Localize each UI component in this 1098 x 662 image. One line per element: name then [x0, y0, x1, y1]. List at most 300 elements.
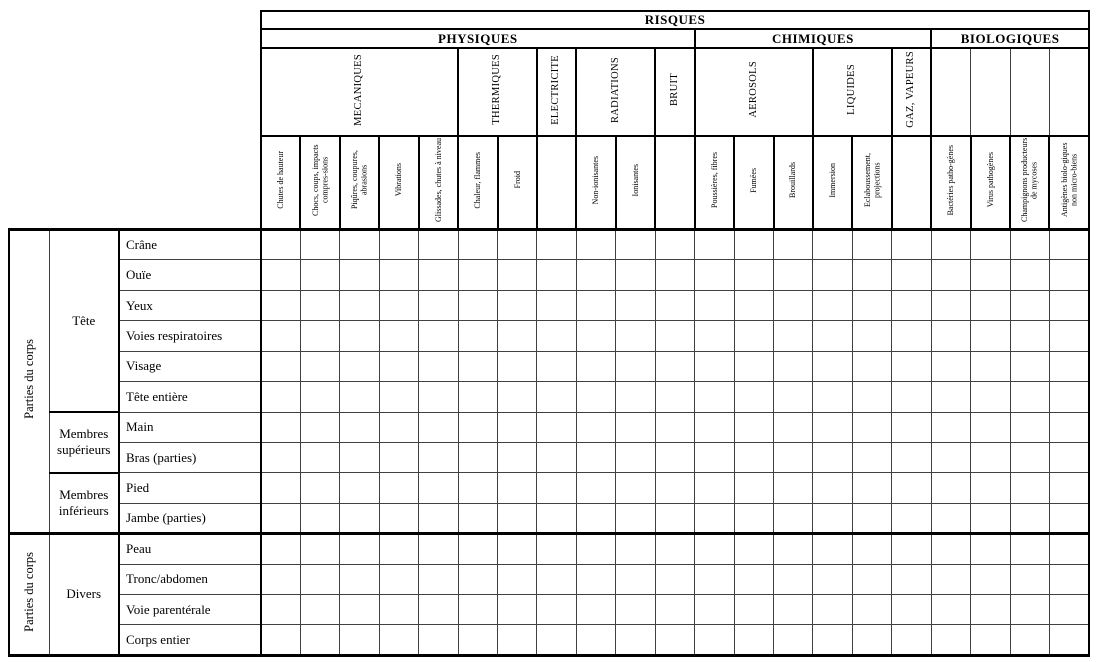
- risk-cell: [695, 625, 734, 655]
- risk-cell: [852, 230, 891, 260]
- risk-cell: [774, 564, 813, 594]
- risk-cell: [695, 442, 734, 472]
- risk-cell: [261, 564, 300, 594]
- risk-cell: [813, 473, 852, 503]
- risk-cell: [655, 473, 694, 503]
- category-label: GAZ, VAPEURS: [905, 51, 917, 128]
- risk-cell: [576, 412, 615, 442]
- risk-cell: [852, 412, 891, 442]
- risk-cell: [734, 595, 773, 625]
- risk-cell: [695, 321, 734, 351]
- risk-cell: [419, 625, 458, 655]
- risk-cell: [1010, 412, 1049, 442]
- risk-cell: [537, 625, 576, 655]
- risk-cell: [734, 260, 773, 290]
- risk-cell: [931, 412, 970, 442]
- risk-cell: [695, 564, 734, 594]
- risk-cell: [458, 625, 497, 655]
- column-header: [774, 136, 813, 230]
- risk-cell: [419, 351, 458, 381]
- row-label: Tronc/abdomen: [119, 564, 261, 594]
- risk-cell: [340, 230, 379, 260]
- row-label: Yeux: [119, 290, 261, 320]
- risk-cell: [419, 412, 458, 442]
- risk-cell: [419, 595, 458, 625]
- risk-cell: [931, 321, 970, 351]
- risk-cell: [261, 625, 300, 655]
- risk-cell: [458, 534, 497, 564]
- risk-cell: [458, 290, 497, 320]
- risk-cell: [616, 442, 655, 472]
- risk-cell: [1049, 382, 1089, 412]
- risk-cell: [576, 351, 615, 381]
- risk-cell: [695, 230, 734, 260]
- risk-cell: [458, 503, 497, 533]
- risk-cell: [498, 625, 537, 655]
- risk-cell: [537, 595, 576, 625]
- risk-cell: [419, 260, 458, 290]
- risk-cell: [813, 351, 852, 381]
- body-row: [9, 230, 1089, 260]
- risk-cell: [852, 534, 891, 564]
- risk-cell: [498, 564, 537, 594]
- risk-cell: [774, 351, 813, 381]
- risk-cell: [616, 230, 655, 260]
- risk-cell: [695, 351, 734, 381]
- risk-cell: [931, 503, 970, 533]
- risk-cell: [1010, 473, 1049, 503]
- row-label: Pied: [119, 473, 261, 503]
- risk-cell: [734, 351, 773, 381]
- risk-cell: [734, 473, 773, 503]
- risk-cell: [300, 503, 339, 533]
- risk-cell: [419, 290, 458, 320]
- risk-cell: [1049, 564, 1089, 594]
- risk-cell: [537, 503, 576, 533]
- risk-cell: [695, 473, 734, 503]
- risk-cell: [537, 564, 576, 594]
- risk-cell: [892, 442, 931, 472]
- risk-cell: [616, 534, 655, 564]
- risk-cell: [1049, 442, 1089, 472]
- risk-cell: [852, 503, 891, 533]
- body-row: [9, 290, 1089, 320]
- body-row: [9, 382, 1089, 412]
- risk-cell: [498, 230, 537, 260]
- risk-cell: [576, 625, 615, 655]
- risk-cell: [576, 503, 615, 533]
- risk-cell: [379, 230, 418, 260]
- body-row: [9, 321, 1089, 351]
- risk-cell: [655, 534, 694, 564]
- risk-cell: [458, 260, 497, 290]
- risk-cell: [655, 595, 694, 625]
- risk-cell: [576, 382, 615, 412]
- risk-cell: [1010, 351, 1049, 381]
- risk-cell: [616, 595, 655, 625]
- column-label: Piqûres, coupures, abrasions: [350, 150, 369, 210]
- risk-cell: [774, 625, 813, 655]
- risk-cell: [734, 382, 773, 412]
- column-header: [734, 136, 773, 230]
- risk-cell: [774, 260, 813, 290]
- risk-cell: [616, 382, 655, 412]
- row-label: Voies respiratoires: [119, 321, 261, 351]
- risk-cell: [498, 351, 537, 381]
- risk-cell: [576, 230, 615, 260]
- risk-cell: [655, 290, 694, 320]
- row-label: Bras (parties): [119, 442, 261, 472]
- risk-cell: [695, 503, 734, 533]
- risk-cell: [892, 534, 931, 564]
- risk-cell: [419, 230, 458, 260]
- risk-cell: [340, 321, 379, 351]
- risk-cell: [971, 503, 1010, 533]
- risk-cell: [892, 260, 931, 290]
- risk-cell: [261, 595, 300, 625]
- category-electricite: [537, 48, 576, 136]
- column-header-empty: [537, 136, 576, 230]
- risk-cell: [852, 442, 891, 472]
- risk-cell: [971, 442, 1010, 472]
- risk-cell: [655, 564, 694, 594]
- risk-cell: [813, 412, 852, 442]
- risk-cell: [892, 230, 931, 260]
- risk-cell: [971, 625, 1010, 655]
- risk-cell: [576, 564, 615, 594]
- risk-cell: [655, 503, 694, 533]
- risk-cell: [576, 321, 615, 351]
- category-liquides: [813, 48, 892, 136]
- risk-cell: [300, 321, 339, 351]
- risk-cell: [971, 260, 1010, 290]
- risk-cell: [379, 595, 418, 625]
- category-label: AEROSOLS: [747, 61, 759, 118]
- risk-cell: [616, 473, 655, 503]
- body-row: [9, 564, 1089, 594]
- risk-cell: [971, 412, 1010, 442]
- column-header: [971, 136, 1010, 230]
- column-header: [261, 136, 300, 230]
- risk-cell: [261, 230, 300, 260]
- risk-cell: [892, 503, 931, 533]
- risk-cell: [537, 382, 576, 412]
- risk-cell: [379, 534, 418, 564]
- risk-cell: [340, 442, 379, 472]
- category-cell-empty: [971, 48, 1010, 136]
- row-label: Main: [119, 412, 261, 442]
- body-row: [9, 595, 1089, 625]
- risk-cell: [892, 290, 931, 320]
- risk-cell: [300, 564, 339, 594]
- column-label: Chaleur, flammes: [473, 151, 483, 209]
- risk-cell: [655, 382, 694, 412]
- risk-cell: [931, 442, 970, 472]
- risk-cell: [734, 230, 773, 260]
- risk-cell: [892, 564, 931, 594]
- risk-cell: [379, 260, 418, 290]
- body-row: [9, 534, 1089, 564]
- risk-cell: [1010, 503, 1049, 533]
- risk-cell: [379, 290, 418, 320]
- category-cell-empty: [1049, 48, 1089, 136]
- risk-cell: [616, 321, 655, 351]
- risk-cell: [458, 351, 497, 381]
- category-aerosols: [695, 48, 813, 136]
- row-label: Crâne: [119, 230, 261, 260]
- risk-cell: [734, 534, 773, 564]
- category-label: BRUIT: [668, 73, 680, 106]
- risk-cell: [931, 595, 970, 625]
- risk-cell: [1049, 321, 1089, 351]
- risk-cell: [537, 534, 576, 564]
- risk-cell: [774, 412, 813, 442]
- risk-cell: [774, 595, 813, 625]
- category-label: RADIATIONS: [609, 56, 621, 123]
- column-header: [813, 136, 852, 230]
- risk-cell: [655, 230, 694, 260]
- risk-cell: [616, 290, 655, 320]
- row-label: Corps entier: [119, 625, 261, 655]
- risk-cell: [379, 321, 418, 351]
- risk-cell: [1010, 534, 1049, 564]
- category-radiations: [576, 48, 655, 136]
- risk-cell: [971, 230, 1010, 260]
- group-physiques: PHYSIQUES: [261, 29, 695, 48]
- risk-cell: [1010, 442, 1049, 472]
- column-label: Bactéries patho-gènes: [946, 144, 956, 216]
- risk-cell: [498, 321, 537, 351]
- risk-cell: [300, 442, 339, 472]
- risk-cell: [655, 442, 694, 472]
- risk-cell: [379, 382, 418, 412]
- risk-cell: [813, 442, 852, 472]
- body-row: [9, 473, 1089, 503]
- risk-cell: [616, 564, 655, 594]
- risk-cell: [852, 595, 891, 625]
- risk-cell: [852, 260, 891, 290]
- risk-cell: [774, 321, 813, 351]
- risk-cell: [931, 534, 970, 564]
- risk-cell: [1010, 595, 1049, 625]
- risk-cell: [261, 382, 300, 412]
- risk-cell: [340, 564, 379, 594]
- row-label: Peau: [119, 534, 261, 564]
- risk-cell: [931, 260, 970, 290]
- category-label: MECANIQUES: [353, 53, 365, 126]
- risk-cell: [931, 290, 970, 320]
- body-row: [9, 442, 1089, 472]
- risk-cell: [813, 321, 852, 351]
- risk-cell: [1049, 503, 1089, 533]
- risk-cell: [616, 260, 655, 290]
- risk-cell: [1010, 260, 1049, 290]
- row-label: Jambe (parties): [119, 503, 261, 533]
- side-label-text: Parties du corps: [21, 552, 36, 632]
- risk-cell: [892, 595, 931, 625]
- risk-cell: [852, 625, 891, 655]
- risk-cell: [852, 382, 891, 412]
- row-label: Visage: [119, 351, 261, 381]
- group-cell-tete: Tête: [49, 230, 119, 413]
- group-biologiques: BIOLOGIQUES: [931, 29, 1089, 48]
- risk-cell: [734, 625, 773, 655]
- risk-cell: [971, 290, 1010, 320]
- risk-cell: [892, 382, 931, 412]
- risk-cell: [971, 534, 1010, 564]
- risk-cell: [1049, 534, 1089, 564]
- risk-cell: [261, 503, 300, 533]
- risk-cell: [576, 260, 615, 290]
- risk-cell: [498, 412, 537, 442]
- risk-cell: [734, 321, 773, 351]
- risk-cell: [852, 564, 891, 594]
- column-label: Brouillards: [788, 162, 798, 198]
- body-row: [9, 412, 1089, 442]
- risk-cell: [300, 473, 339, 503]
- risk-cell: [340, 534, 379, 564]
- row-label: Voie parentérale: [119, 595, 261, 625]
- risk-cell: [537, 351, 576, 381]
- risk-cell: [498, 595, 537, 625]
- risk-cell: [300, 595, 339, 625]
- risk-cell: [774, 230, 813, 260]
- risk-cell: [1049, 230, 1089, 260]
- risk-cell: [458, 595, 497, 625]
- category-label: ELECTRICITE: [550, 54, 562, 125]
- risk-cell: [1049, 351, 1089, 381]
- corner-blank: [9, 11, 261, 230]
- risk-matrix-table: [8, 10, 1090, 657]
- column-label: Chocs, coups, impacts compres-sions: [310, 144, 330, 216]
- risk-cell: [1010, 564, 1049, 594]
- column-header: [931, 136, 970, 230]
- risk-cell: [458, 564, 497, 594]
- risk-cell: [695, 595, 734, 625]
- table-title: RISQUES: [261, 11, 1089, 29]
- risk-cell: [616, 351, 655, 381]
- column-label: Antigènes biolo-giques non micro-biens: [1059, 142, 1079, 218]
- column-label: Chutes de hauteur: [276, 151, 285, 209]
- risk-cell: [931, 382, 970, 412]
- risk-cell: [419, 564, 458, 594]
- risk-cell: [419, 473, 458, 503]
- column-label: Immersion: [827, 162, 837, 198]
- risk-cell: [458, 230, 497, 260]
- column-header: [576, 136, 615, 230]
- risk-cell: [340, 290, 379, 320]
- column-header-empty: [892, 136, 931, 230]
- group-cell-membres-inferieurs: Membres inférieurs: [49, 473, 119, 534]
- risk-cell: [537, 321, 576, 351]
- risk-cell: [1010, 382, 1049, 412]
- risk-cell: [892, 321, 931, 351]
- risk-cell: [616, 412, 655, 442]
- risk-cell: [419, 534, 458, 564]
- risk-cell: [774, 534, 813, 564]
- column-header: [616, 136, 655, 230]
- risk-cell: [695, 412, 734, 442]
- column-header: [695, 136, 734, 230]
- risk-cell: [379, 625, 418, 655]
- column-label: Champignons producteurs de mycoses: [1020, 137, 1039, 223]
- risk-cell: [300, 412, 339, 442]
- body-row: [9, 503, 1089, 533]
- risk-cell: [852, 351, 891, 381]
- category-cell-empty: [1010, 48, 1049, 136]
- risk-cell: [576, 442, 615, 472]
- risk-cell: [971, 564, 1010, 594]
- column-header: [379, 136, 418, 230]
- column-header: [419, 136, 458, 230]
- risk-cell: [931, 351, 970, 381]
- risk-cell: [300, 230, 339, 260]
- risk-cell: [261, 534, 300, 564]
- risk-cell: [537, 230, 576, 260]
- risk-cell: [774, 503, 813, 533]
- risk-cell: [892, 412, 931, 442]
- risk-cell: [852, 321, 891, 351]
- risk-cell: [971, 595, 1010, 625]
- column-label: Virus pathogènes: [985, 152, 995, 208]
- risk-cell: [695, 382, 734, 412]
- category-bruit: [655, 48, 694, 136]
- risk-cell: [971, 351, 1010, 381]
- risk-cell: [261, 260, 300, 290]
- risk-cell: [340, 625, 379, 655]
- column-header-empty: [655, 136, 694, 230]
- header-row-title: [9, 11, 1089, 29]
- risk-cell: [340, 503, 379, 533]
- category-label: THERMIQUES: [491, 54, 503, 125]
- risk-cell: [300, 534, 339, 564]
- risk-cell: [852, 473, 891, 503]
- column-header: [300, 136, 339, 230]
- risk-cell: [419, 382, 458, 412]
- risk-cell: [931, 230, 970, 260]
- risk-cell: [300, 260, 339, 290]
- risk-cell: [537, 473, 576, 503]
- risk-cell: [576, 595, 615, 625]
- column-label: Glissades, chutes à niveau: [433, 138, 443, 222]
- body-row: [9, 260, 1089, 290]
- risk-cell: [813, 564, 852, 594]
- risk-cell: [537, 290, 576, 320]
- risk-cell: [379, 442, 418, 472]
- risk-cell: [498, 290, 537, 320]
- risk-cell: [813, 260, 852, 290]
- risk-cell: [892, 625, 931, 655]
- risk-cell: [655, 351, 694, 381]
- risk-cell: [340, 351, 379, 381]
- risk-cell: [537, 412, 576, 442]
- risk-cell: [1049, 260, 1089, 290]
- column-header: [1049, 136, 1089, 230]
- column-label: Ionisantes: [630, 163, 640, 197]
- category-mecaniques: [261, 48, 458, 136]
- risk-cell: [498, 442, 537, 472]
- category-cell-empty: [931, 48, 970, 136]
- column-label: Fumées: [749, 167, 759, 193]
- risk-cell: [300, 625, 339, 655]
- risk-cell: [537, 442, 576, 472]
- risk-cell: [1010, 625, 1049, 655]
- body-row: [9, 625, 1089, 655]
- column-label: Froid: [512, 171, 522, 189]
- risk-cell: [971, 321, 1010, 351]
- risk-cell: [813, 230, 852, 260]
- risk-cell: [458, 473, 497, 503]
